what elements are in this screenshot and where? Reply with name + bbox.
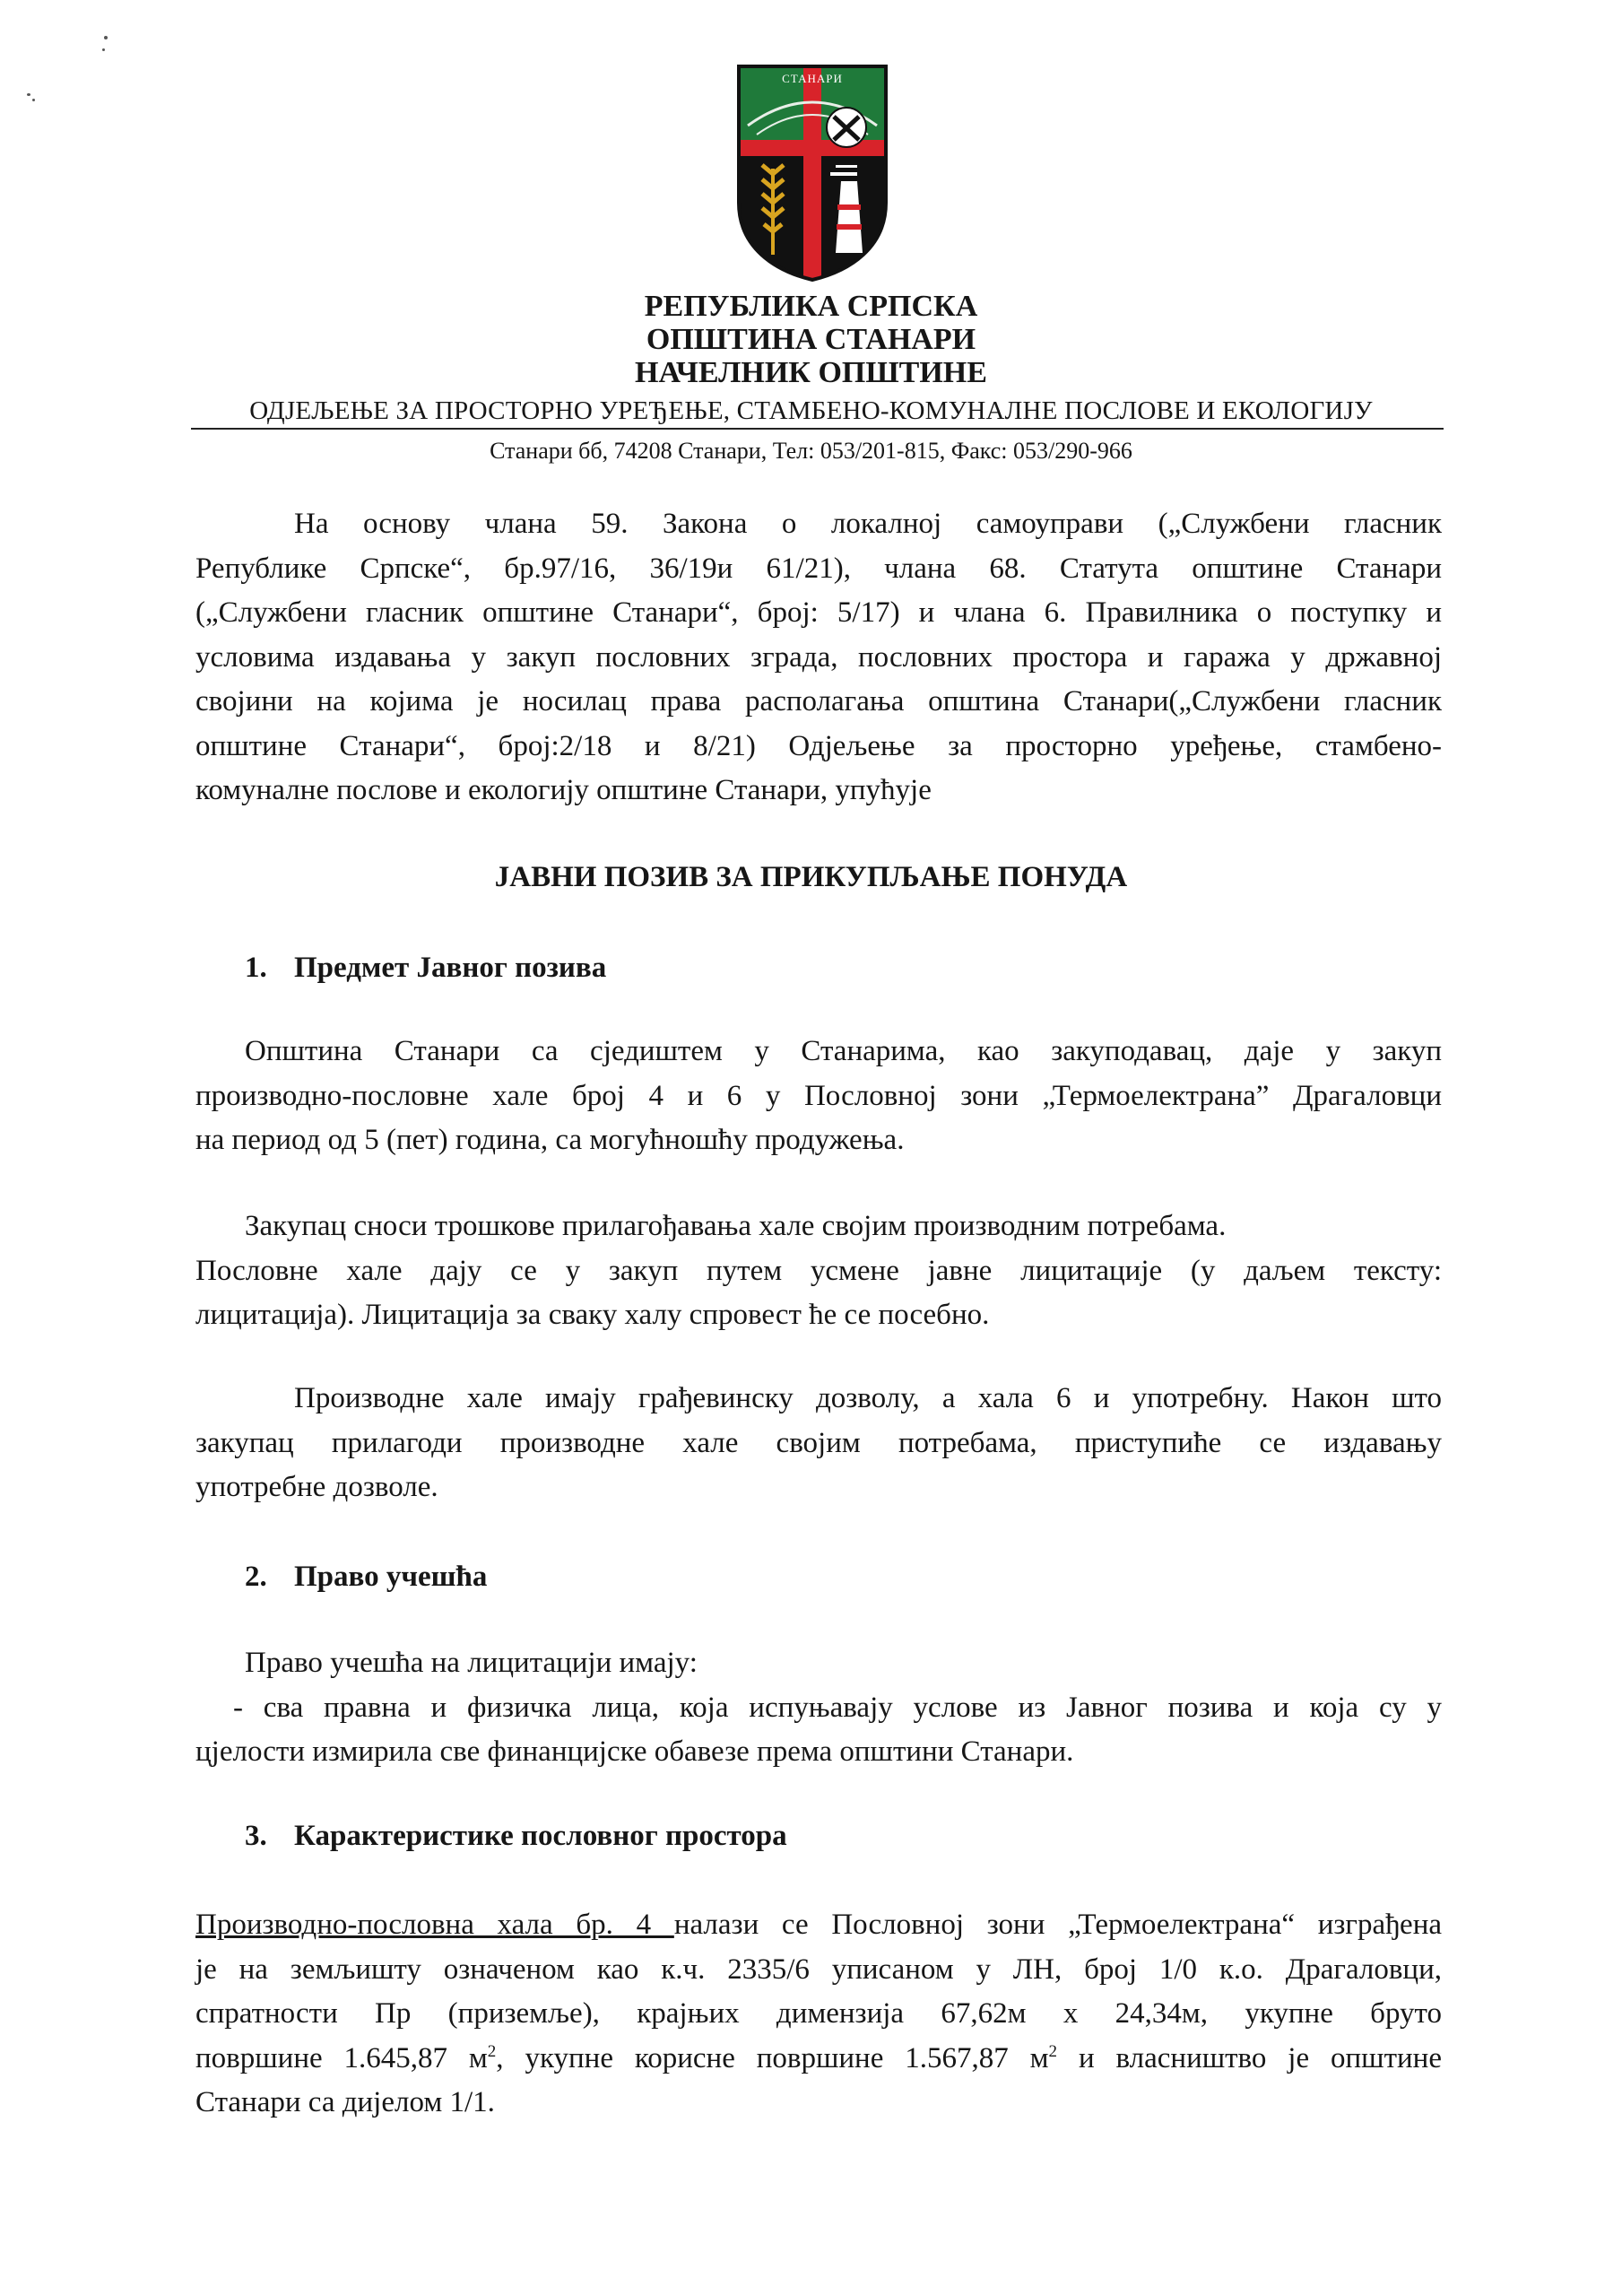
intro-line: Републике Српске“, бр.97/16, 36/19и 61/21), члана 68. Статута општине Станари bbox=[195, 552, 1442, 585]
section-1-paragraph-2 bbox=[195, 1205, 1442, 1338]
section-heading-text: Право учешћа bbox=[294, 1561, 488, 1593]
paragraph-text: површине 1.645,87 м bbox=[195, 2041, 488, 2074]
header-republic: РЕПУБЛИКА СРПСКА bbox=[644, 290, 978, 323]
paragraph-line: је на земљишту означеном као к.ч. 2335/6 уписаном у ЛН, број 1/0 к.о. Драгаловци, bbox=[195, 1952, 1442, 1986]
crest-banner-text: СТАНАРИ bbox=[782, 72, 843, 85]
crest-chimney-smoke bbox=[830, 172, 857, 176]
crest-chimney-band bbox=[837, 204, 861, 210]
paragraph-line: - сва правна и физичка лица, која испуњавају услове из Јавног позива и која су у bbox=[233, 1691, 1442, 1724]
intro-line: општине Станари“, број:2/18 и 8/21) Одјељење за просторно уређење, стамбено- bbox=[195, 729, 1442, 762]
intro-line: својини на којима је носилац права располагања општина Станари(„Службени гласник bbox=[195, 685, 1442, 718]
paragraph-line: производно-пословне хале број 4 и 6 у Пословној зони „Термоелектрана” Драгаловци bbox=[195, 1079, 1442, 1112]
header-department: ОДЈЕЉЕЊЕ ЗА ПРОСТОРНО УРЕЂЕЊЕ, СТАМБЕНО-КОМУНАЛНЕ ПОСЛОВЕ И ЕКОЛОГИЈУ bbox=[249, 396, 1373, 425]
paragraph-line: Производне хале имају грађевинску дозволу, а хала 6 и употребну. Након што bbox=[294, 1382, 1442, 1414]
intro-line: условима издавања у закуп пословних зграда, пословних простора и гаража у државној bbox=[195, 640, 1442, 674]
intro-line: На основу члана 59. Закона о локалној самоуправи („Службени гласник bbox=[294, 508, 1442, 540]
paragraph-line: Право учешћа на лицитацији имају: bbox=[245, 1647, 698, 1679]
scan-speck bbox=[102, 48, 105, 51]
paragraph-text: , укупне корисне површине 1.567,87 м bbox=[496, 2041, 1049, 2074]
paragraph-line bbox=[195, 1903, 1442, 1948]
header-office: НАЧЕЛНИК ОПШТИНЕ bbox=[635, 356, 987, 389]
crest-chimney-band bbox=[837, 224, 862, 230]
superscript: 2 bbox=[1048, 2041, 1058, 2061]
section-2-paragraph bbox=[195, 1641, 1442, 1775]
section-number: 1. bbox=[245, 952, 267, 984]
intro-paragraph bbox=[195, 502, 1442, 813]
crest-cross-horizontal bbox=[735, 140, 889, 156]
underlined-hall-name: Производно-пословна хала бр. 4 bbox=[195, 1909, 674, 1941]
section-heading-text: Предмет Јавног позива bbox=[294, 952, 607, 984]
section-heading-1 bbox=[245, 950, 606, 986]
paragraph-line: на период од 5 (пет) година, са могућношћу продужења. bbox=[195, 1124, 905, 1156]
paragraph-line: Општина Станари са сједиштем у Станарима, као закуподавац, даје у закуп bbox=[245, 1035, 1442, 1067]
header-address: Станари бб, 74208 Станари, Тел: 053/201-815, Факс: 053/290-966 bbox=[490, 438, 1132, 464]
section-3-paragraph bbox=[195, 1903, 1442, 2126]
intro-line: („Службени гласник општине Станари“, број: 5/17) и члана 6. Правилника о поступку и bbox=[195, 596, 1442, 629]
scan-speck bbox=[27, 93, 30, 96]
paragraph-line bbox=[195, 2037, 1442, 2082]
section-number: 3. bbox=[245, 1820, 267, 1852]
paragraph-line: спратности Пр (приземље), крајњих димензија 67,62м х 24,34м, укупне бруто bbox=[195, 1997, 1442, 2030]
municipality-crest bbox=[735, 63, 889, 283]
scan-speck bbox=[32, 99, 35, 101]
section-heading-text: Карактеристике пословног простора bbox=[294, 1820, 787, 1852]
paragraph-line: лицитација). Лицитација за сваку халу спровест ће се посебно. bbox=[195, 1299, 990, 1331]
document-title: ЈАВНИ ПОЗИВ ЗА ПРИКУПЉАЊЕ ПОНУДА bbox=[494, 861, 1128, 893]
section-1-paragraph-3 bbox=[195, 1377, 1442, 1510]
scan-speck bbox=[104, 36, 108, 39]
header-rule bbox=[191, 428, 1444, 430]
crest-icon bbox=[735, 63, 889, 283]
paragraph-line: закупац прилагоди производне хале својим потребама, приступиће се издавању bbox=[195, 1426, 1442, 1459]
superscript: 2 bbox=[487, 2041, 497, 2061]
paragraph-text: и власништво је општине bbox=[1057, 2041, 1442, 2074]
header-municipality: ОПШТИНА СТАНАРИ bbox=[646, 323, 976, 356]
section-heading-3 bbox=[245, 1818, 787, 1854]
section-1-paragraph-1 bbox=[195, 1030, 1442, 1163]
paragraph-line: употребне дозволе. bbox=[195, 1471, 438, 1503]
paragraph-line: Закупац сноси трошкове прилагођавања хале својим производним потребама. bbox=[245, 1210, 1227, 1242]
paragraph-text: налази се Пословној зони „Термоелектрана“ изграђена bbox=[673, 1909, 1443, 1941]
crest-chimney-smoke bbox=[836, 165, 857, 168]
paragraph-line: Станари са дијелом 1/1. bbox=[195, 2086, 495, 2118]
crest-cross-vertical bbox=[803, 63, 821, 283]
paragraph-line: Пословне хале дају се у закуп путем усмене јавне лицитације (у даљем тексту: bbox=[195, 1254, 1442, 1287]
section-heading-2 bbox=[245, 1559, 487, 1595]
section-number: 2. bbox=[245, 1561, 267, 1593]
paragraph-line: цјелости измирила све финанцијске обавезе према општини Станари. bbox=[195, 1735, 1074, 1768]
intro-line: комуналне послове и екологију општине Станари, упућује bbox=[195, 774, 932, 806]
